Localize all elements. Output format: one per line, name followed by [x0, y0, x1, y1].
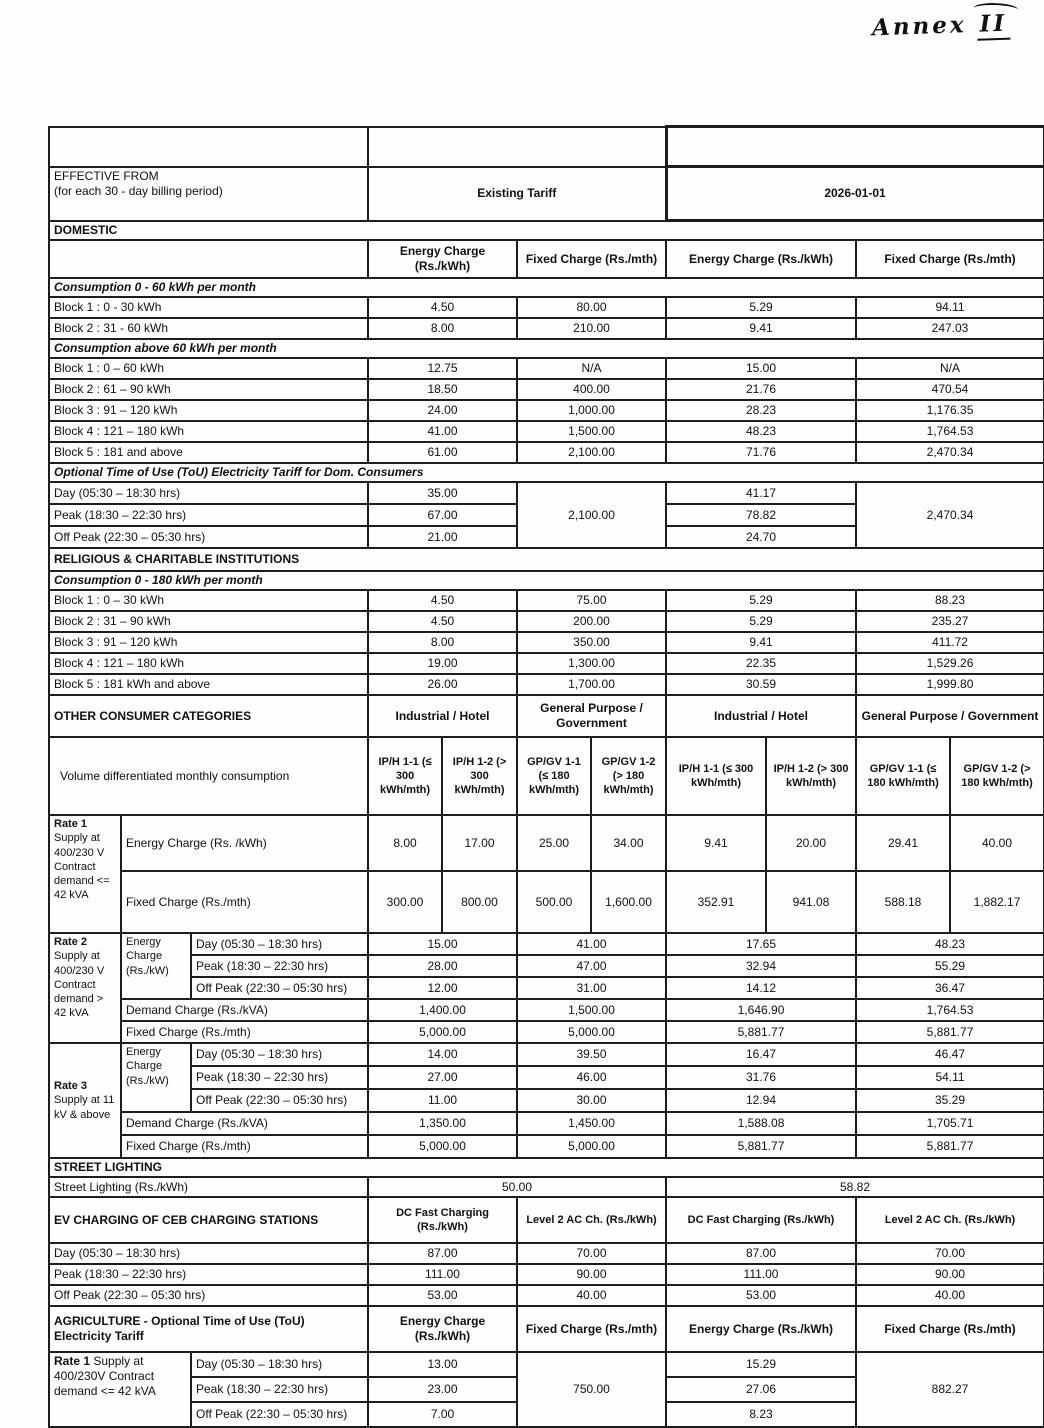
tariff-column-header: GP/GV 1-2 (> 180 kWh/mth) [591, 737, 666, 815]
table-row [49, 442, 1044, 463]
value-cell: 50.00 [368, 1177, 666, 1197]
value-cell: 9.41 [666, 632, 856, 653]
tariff-column-header: IP/H 1-1 (≤ 300 kWh/mth) [368, 737, 442, 815]
value-cell: 27.00 [368, 1066, 517, 1089]
rate3-demand-row [49, 1112, 1044, 1135]
value-cell: 7.00 [368, 1402, 517, 1427]
value-cell: 4.50 [368, 297, 517, 318]
value-cell: 5,881.77 [666, 1135, 856, 1158]
value-cell: 13.00 [368, 1352, 517, 1377]
table-row [49, 358, 1044, 379]
tariff-table-container [48, 125, 1044, 1428]
value-cell: 30.00 [517, 1089, 666, 1112]
agriculture-day-row [49, 1352, 1044, 1377]
agriculture-rate-name: Rate 1 [54, 1354, 91, 1368]
subsection-row [49, 339, 1044, 358]
value-cell: 2,100.00 [517, 442, 666, 463]
effective-from-line2: (for each 30 - day billing period) [54, 183, 223, 198]
rate1-fixed-row [49, 871, 1044, 933]
value-cell: 352.91 [666, 871, 766, 933]
value-cell: 350.00 [517, 632, 666, 653]
street-lighting-section-row [49, 1158, 1044, 1177]
ev-column-header: Level 2 AC Ch. (Rs./kWh) [856, 1197, 1044, 1243]
row-label: Peak (18:30 – 22:30 hrs) [191, 955, 368, 977]
table-row [49, 400, 1044, 421]
value-cell: 41.00 [368, 421, 517, 442]
table-row [49, 482, 1044, 504]
value-cell: 1,176.35 [856, 400, 1044, 421]
row-label: Off Peak (22:30 – 05:30 hrs) [191, 977, 368, 999]
value-cell: 1,764.53 [856, 421, 1044, 442]
rate3-day-row [49, 1043, 1044, 1066]
tariff-column-header: GP/GV 1-1 (≤ 180 kWh/mth) [856, 737, 950, 815]
value-cell: 1,300.00 [517, 653, 666, 674]
table-row [49, 297, 1044, 318]
ev-column-header: DC Fast Charging (Rs./kWh) [666, 1197, 856, 1243]
rate2-desc: Supply at 400/230 V Contract demand > 42 kVA [54, 950, 105, 1020]
empty-cell [49, 240, 368, 278]
value-cell: 11.00 [368, 1089, 517, 1112]
effective-from-row [49, 167, 1044, 221]
annex-word: Annex [871, 11, 967, 42]
rate3-demand-label: Demand Charge (Rs./kVA) [121, 1112, 368, 1135]
row-label: Block 1 : 0 – 60 kWh [49, 358, 368, 379]
ev-column-header: DC Fast Charging (Rs./kWh) [368, 1197, 517, 1243]
value-cell: 470.54 [856, 379, 1044, 400]
value-cell: 1,646.90 [666, 999, 856, 1021]
value-cell: 48.23 [666, 421, 856, 442]
value-cell: 78.82 [666, 504, 856, 526]
fixed-charge-header-old: Fixed Charge (Rs./mth) [517, 240, 666, 278]
value-cell: 53.00 [368, 1285, 517, 1306]
value-cell: 90.00 [517, 1264, 666, 1285]
rate2-demand-label: Demand Charge (Rs./kVA) [121, 999, 368, 1021]
new-tariff-date-header: 2026-01-01 [666, 167, 1044, 221]
value-cell: 23.00 [368, 1377, 517, 1402]
value-cell: 1,705.71 [856, 1112, 1044, 1135]
energy-charge-header-old: Energy Charge (Rs./kWh) [368, 240, 517, 278]
ev-section-title: EV CHARGING OF CEB CHARGING STATIONS [49, 1197, 368, 1243]
street-lighting-title: STREET LIGHTING [49, 1158, 1044, 1177]
value-cell: 247.03 [856, 318, 1044, 339]
value-cell: 40.00 [950, 815, 1044, 871]
value-cell: 411.72 [856, 632, 1044, 653]
value-cell: 1,764.53 [856, 999, 1044, 1021]
value-cell: 71.76 [666, 442, 856, 463]
table-row [49, 421, 1044, 442]
rate2-day-row [49, 933, 1044, 955]
value-cell: 94.11 [856, 297, 1044, 318]
row-label: Block 4 : 121 – 180 kWh [49, 421, 368, 442]
value-cell: 47.00 [517, 955, 666, 977]
value-cell: 87.00 [666, 1243, 856, 1264]
value-cell: N/A [517, 358, 666, 379]
table-row [49, 1285, 1044, 1306]
value-cell: 31.00 [517, 977, 666, 999]
tariff-column-header: IP/H 1-2 (> 300 kWh/mth) [766, 737, 856, 815]
tariff-column-header: GP/GV 1-2 (> 180 kWh/mth) [950, 737, 1044, 815]
tariff-column-header: GP/GV 1-1 (≤ 180 kWh/mth) [517, 737, 591, 815]
value-cell: 40.00 [856, 1285, 1044, 1306]
value-cell: 5,881.77 [856, 1135, 1044, 1158]
value-cell: 300.00 [368, 871, 442, 933]
row-label: Peak (18:30 – 22:30 hrs) [191, 1066, 368, 1089]
value-cell: 36.47 [856, 977, 1044, 999]
row-label: Block 1 : 0 – 30 kWh [49, 590, 368, 611]
value-cell: 111.00 [666, 1264, 856, 1285]
rate3-name: Rate 3 [54, 1080, 88, 1093]
value-cell: 35.29 [856, 1089, 1044, 1112]
empty-cell [666, 127, 1044, 167]
rate3-offpeak-row [49, 1089, 1044, 1112]
row-label: Day (05:30 – 18:30 hrs) [191, 1352, 368, 1377]
value-cell: 1,500.00 [517, 421, 666, 442]
value-cell: 31.76 [666, 1066, 856, 1089]
value-cell: 235.27 [856, 611, 1044, 632]
consumption-above-60-title: Consumption above 60 kWh per month [49, 339, 1044, 358]
value-cell: 1,700.00 [517, 674, 666, 695]
row-label: Block 3 : 91 – 120 kWh [49, 400, 368, 421]
value-cell: 39.50 [517, 1043, 666, 1066]
value-cell: 210.00 [517, 318, 666, 339]
table-row [49, 1243, 1044, 1264]
annex-note [871, 10, 1010, 45]
domestic-header-row [49, 240, 1044, 278]
energy-charge-header-old: Energy Charge (Rs./kWh) [368, 1306, 517, 1352]
row-label: Day (05:30 – 18:30 hrs) [49, 1243, 368, 1264]
value-cell: 1,600.00 [591, 871, 666, 933]
value-cell: 1,450.00 [517, 1112, 666, 1135]
rate3-fixed-row [49, 1135, 1044, 1158]
value-cell: 40.00 [517, 1285, 666, 1306]
value-cell: 27.06 [666, 1377, 856, 1402]
value-cell: 800.00 [442, 871, 517, 933]
other-categories-title: OTHER CONSUMER CATEGORIES [49, 695, 368, 737]
row-label: Block 4 : 121 – 180 kWh [49, 653, 368, 674]
value-cell: 58.82 [666, 1177, 1044, 1197]
row-label: Off Peak (22:30 – 05:30 hrs) [49, 1285, 368, 1306]
rate1-energy-label: Energy Charge (Rs. /kWh) [121, 815, 368, 871]
effective-from-cell [49, 167, 368, 221]
row-label: Off Peak (22:30 – 05:30 hrs) [191, 1402, 368, 1427]
row-label: Block 2 : 31 – 90 kWh [49, 611, 368, 632]
table-row [49, 379, 1044, 400]
value-cell: N/A [856, 358, 1044, 379]
value-cell: 5.29 [666, 611, 856, 632]
value-cell: 1,999.80 [856, 674, 1044, 695]
value-cell: 87.00 [368, 1243, 517, 1264]
value-cell: 5,000.00 [368, 1135, 517, 1158]
row-label: Peak (18:30 – 22:30 hrs) [49, 1264, 368, 1285]
value-cell: 20.00 [766, 815, 856, 871]
fixed-charge-header-new: Fixed Charge (Rs./mth) [856, 1306, 1044, 1352]
row-label: Off Peak (22:30 – 05:30 hrs) [191, 1089, 368, 1112]
value-cell: 19.00 [368, 653, 517, 674]
row-label: Peak (18:30 – 22:30 hrs) [191, 1377, 368, 1402]
agriculture-header-row [49, 1306, 1044, 1352]
value-cell: 90.00 [856, 1264, 1044, 1285]
value-cell: 12.00 [368, 977, 517, 999]
row-label: Block 3 : 91 – 120 kWh [49, 632, 368, 653]
row-label: Block 2 : 61 – 90 kWh [49, 379, 368, 400]
group-header: Industrial / Hotel [368, 695, 517, 737]
domestic-section-row [49, 221, 1044, 241]
row-label: Block 5 : 181 kWh and above [49, 674, 368, 695]
value-cell: 5,000.00 [517, 1135, 666, 1158]
value-cell: 32.94 [666, 955, 856, 977]
domestic-section-title: DOMESTIC [49, 221, 1044, 241]
group-header: Industrial / Hotel [666, 695, 856, 737]
value-cell: 25.00 [517, 815, 591, 871]
agriculture-rate-label [49, 1352, 191, 1427]
value-cell: 588.18 [856, 871, 950, 933]
value-cell: 4.50 [368, 611, 517, 632]
rate1-label [49, 815, 121, 933]
ev-header-row [49, 1197, 1044, 1243]
row-label: Day (05:30 – 18:30 hrs) [191, 933, 368, 955]
value-cell: 15.29 [666, 1352, 856, 1377]
value-cell: 15.00 [368, 933, 517, 955]
consumption-0-60-title: Consumption 0 - 60 kWh per month [49, 278, 1044, 297]
religious-consumption-title: Consumption 0 - 180 kWh per month [49, 571, 1044, 590]
value-cell: 8.00 [368, 632, 517, 653]
value-cell: 46.47 [856, 1043, 1044, 1066]
row-label: Block 1 : 0 - 30 kWh [49, 297, 368, 318]
religious-section-row [49, 548, 1044, 571]
value-cell: 80.00 [517, 297, 666, 318]
value-cell: 28.23 [666, 400, 856, 421]
agriculture-fixed-new: 882.27 [856, 1352, 1044, 1427]
group-header: General Purpose / Government [856, 695, 1044, 737]
rate2-fixed-row [49, 1021, 1044, 1043]
value-cell: 1,588.08 [666, 1112, 856, 1135]
table-row [49, 1264, 1044, 1285]
fixed-charge-header-old: Fixed Charge (Rs./mth) [517, 1306, 666, 1352]
value-cell: 26.00 [368, 674, 517, 695]
rate3-label [49, 1043, 121, 1158]
rate2-energy-label: Energy Charge (Rs./kW) [121, 933, 191, 999]
value-cell: 54.11 [856, 1066, 1044, 1089]
table-row [49, 318, 1044, 339]
agriculture-rate-desc: Supply at 400/230V Contract demand <= 42 kVA [54, 1354, 156, 1398]
value-cell: 53.00 [666, 1285, 856, 1306]
rate2-peak-row [49, 955, 1044, 977]
religious-section-title: RELIGIOUS & CHARITABLE INSTITUTIONS [49, 548, 1044, 571]
value-cell: 1,500.00 [517, 999, 666, 1021]
table-row [49, 674, 1044, 695]
value-cell: 14.00 [368, 1043, 517, 1066]
value-cell: 41.17 [666, 482, 856, 504]
annex-number: II [976, 10, 1011, 41]
volume-header-row [49, 737, 1044, 815]
empty-cell [368, 127, 666, 167]
domestic-tou-fixed-old: 2,100.00 [517, 482, 666, 548]
subsection-row [49, 463, 1044, 482]
value-cell: 34.00 [591, 815, 666, 871]
value-cell: 75.00 [517, 590, 666, 611]
value-cell: 1,000.00 [517, 400, 666, 421]
value-cell: 5,881.77 [856, 1021, 1044, 1043]
rate3-peak-row [49, 1066, 1044, 1089]
value-cell: 500.00 [517, 871, 591, 933]
row-label: Block 5 : 181 and above [49, 442, 368, 463]
value-cell: 5,881.77 [666, 1021, 856, 1043]
domestic-tou-fixed-new: 2,470.34 [856, 482, 1044, 548]
value-cell: 8.23 [666, 1402, 856, 1427]
row-label: Day (05:30 – 18:30 hrs) [191, 1043, 368, 1066]
value-cell: 5,000.00 [517, 1021, 666, 1043]
energy-charge-header-new: Energy Charge (Rs./kWh) [666, 1306, 856, 1352]
value-cell: 16.47 [666, 1043, 856, 1066]
ev-column-header: Level 2 AC Ch. (Rs./kWh) [517, 1197, 666, 1243]
value-cell: 88.23 [856, 590, 1044, 611]
value-cell: 8.00 [368, 815, 442, 871]
value-cell: 111.00 [368, 1264, 517, 1285]
value-cell: 14.12 [666, 977, 856, 999]
value-cell: 5.29 [666, 297, 856, 318]
rate2-label [49, 933, 121, 1043]
value-cell: 1,350.00 [368, 1112, 517, 1135]
table-row [49, 590, 1044, 611]
value-cell: 24.70 [666, 526, 856, 548]
rate3-fixed-label: Fixed Charge (Rs./mth) [121, 1135, 368, 1158]
row-label: Day (05:30 – 18:30 hrs) [49, 482, 368, 504]
value-cell: 48.23 [856, 933, 1044, 955]
value-cell: 941.08 [766, 871, 856, 933]
value-cell: 15.00 [666, 358, 856, 379]
row-label: Block 2 : 31 - 60 kWh [49, 318, 368, 339]
table-row [49, 632, 1044, 653]
energy-charge-header-new: Energy Charge (Rs./kWh) [666, 240, 856, 278]
row-label: Off Peak (22:30 – 05:30 hrs) [49, 526, 368, 548]
value-cell: 17.65 [666, 933, 856, 955]
rate3-energy-label: Energy Charge (Rs./kW) [121, 1043, 191, 1112]
value-cell: 9.41 [666, 318, 856, 339]
volume-label: Volume differentiated monthly consumption [49, 737, 368, 815]
empty-cell [49, 127, 368, 167]
value-cell: 24.00 [368, 400, 517, 421]
rate2-offpeak-row [49, 977, 1044, 999]
value-cell: 21.00 [368, 526, 517, 548]
rate1-desc: Supply at 400/230 V Contract demand <= 42 kVA [54, 832, 110, 902]
value-cell: 9.41 [666, 815, 766, 871]
value-cell: 21.76 [666, 379, 856, 400]
value-cell: 35.00 [368, 482, 517, 504]
value-cell: 200.00 [517, 611, 666, 632]
table-row [49, 611, 1044, 632]
row-label: Peak (18:30 – 22:30 hrs) [49, 504, 368, 526]
value-cell: 5,000.00 [368, 1021, 517, 1043]
value-cell: 1,529.26 [856, 653, 1044, 674]
fixed-charge-header-new: Fixed Charge (Rs./mth) [856, 240, 1044, 278]
tariff-table [48, 125, 1044, 1428]
rate1-energy-row [49, 815, 1044, 871]
value-cell: 12.94 [666, 1089, 856, 1112]
agriculture-section-title: AGRICULTURE - Optional Time of Use (ToU) Electricity Tariff [49, 1306, 368, 1352]
street-lighting-row [49, 1177, 1044, 1197]
domestic-tou-title: Optional Time of Use (ToU) Electricity Tariff for Dom. Consumers [49, 463, 1044, 482]
value-cell: 67.00 [368, 504, 517, 526]
other-categories-header-row [49, 695, 1044, 737]
value-cell: 12.75 [368, 358, 517, 379]
tariff-column-header: IP/H 1-1 (≤ 300 kWh/mth) [666, 737, 766, 815]
value-cell: 18.50 [368, 379, 517, 400]
rate1-fixed-label: Fixed Charge (Rs./mth) [121, 871, 368, 933]
value-cell: 2,470.34 [856, 442, 1044, 463]
tariff-column-header: IP/H 1-2 (> 300 kWh/mth) [442, 737, 517, 815]
value-cell: 29.41 [856, 815, 950, 871]
value-cell: 1,400.00 [368, 999, 517, 1021]
group-header: General Purpose / Government [517, 695, 666, 737]
rate3-desc: Supply at 11 kV & above [54, 1094, 115, 1121]
value-cell: 8.00 [368, 318, 517, 339]
rate2-demand-row [49, 999, 1044, 1021]
value-cell: 1,882.17 [950, 871, 1044, 933]
rate2-fixed-label: Fixed Charge (Rs./mth) [121, 1021, 368, 1043]
value-cell: 22.35 [666, 653, 856, 674]
effective-from-line1: EFFECTIVE FROM [54, 168, 159, 183]
value-cell: 70.00 [856, 1243, 1044, 1264]
value-cell: 46.00 [517, 1066, 666, 1089]
rate1-name: Rate 1 [54, 818, 88, 830]
row-label: Street Lighting (Rs./kWh) [49, 1177, 368, 1197]
value-cell: 17.00 [442, 815, 517, 871]
value-cell: 400.00 [517, 379, 666, 400]
value-cell: 41.00 [517, 933, 666, 955]
value-cell: 70.00 [517, 1243, 666, 1264]
value-cell: 61.00 [368, 442, 517, 463]
rate2-name: Rate 2 [54, 936, 88, 948]
value-cell: 28.00 [368, 955, 517, 977]
subsection-row [49, 278, 1044, 297]
table-row [49, 653, 1044, 674]
subsection-row [49, 571, 1044, 590]
agriculture-fixed-old: 750.00 [517, 1352, 666, 1427]
top-empty-row [49, 127, 1044, 167]
value-cell: 4.50 [368, 590, 517, 611]
value-cell: 55.29 [856, 955, 1044, 977]
value-cell: 5.29 [666, 590, 856, 611]
existing-tariff-header: Existing Tariff [368, 167, 666, 221]
value-cell: 30.59 [666, 674, 856, 695]
